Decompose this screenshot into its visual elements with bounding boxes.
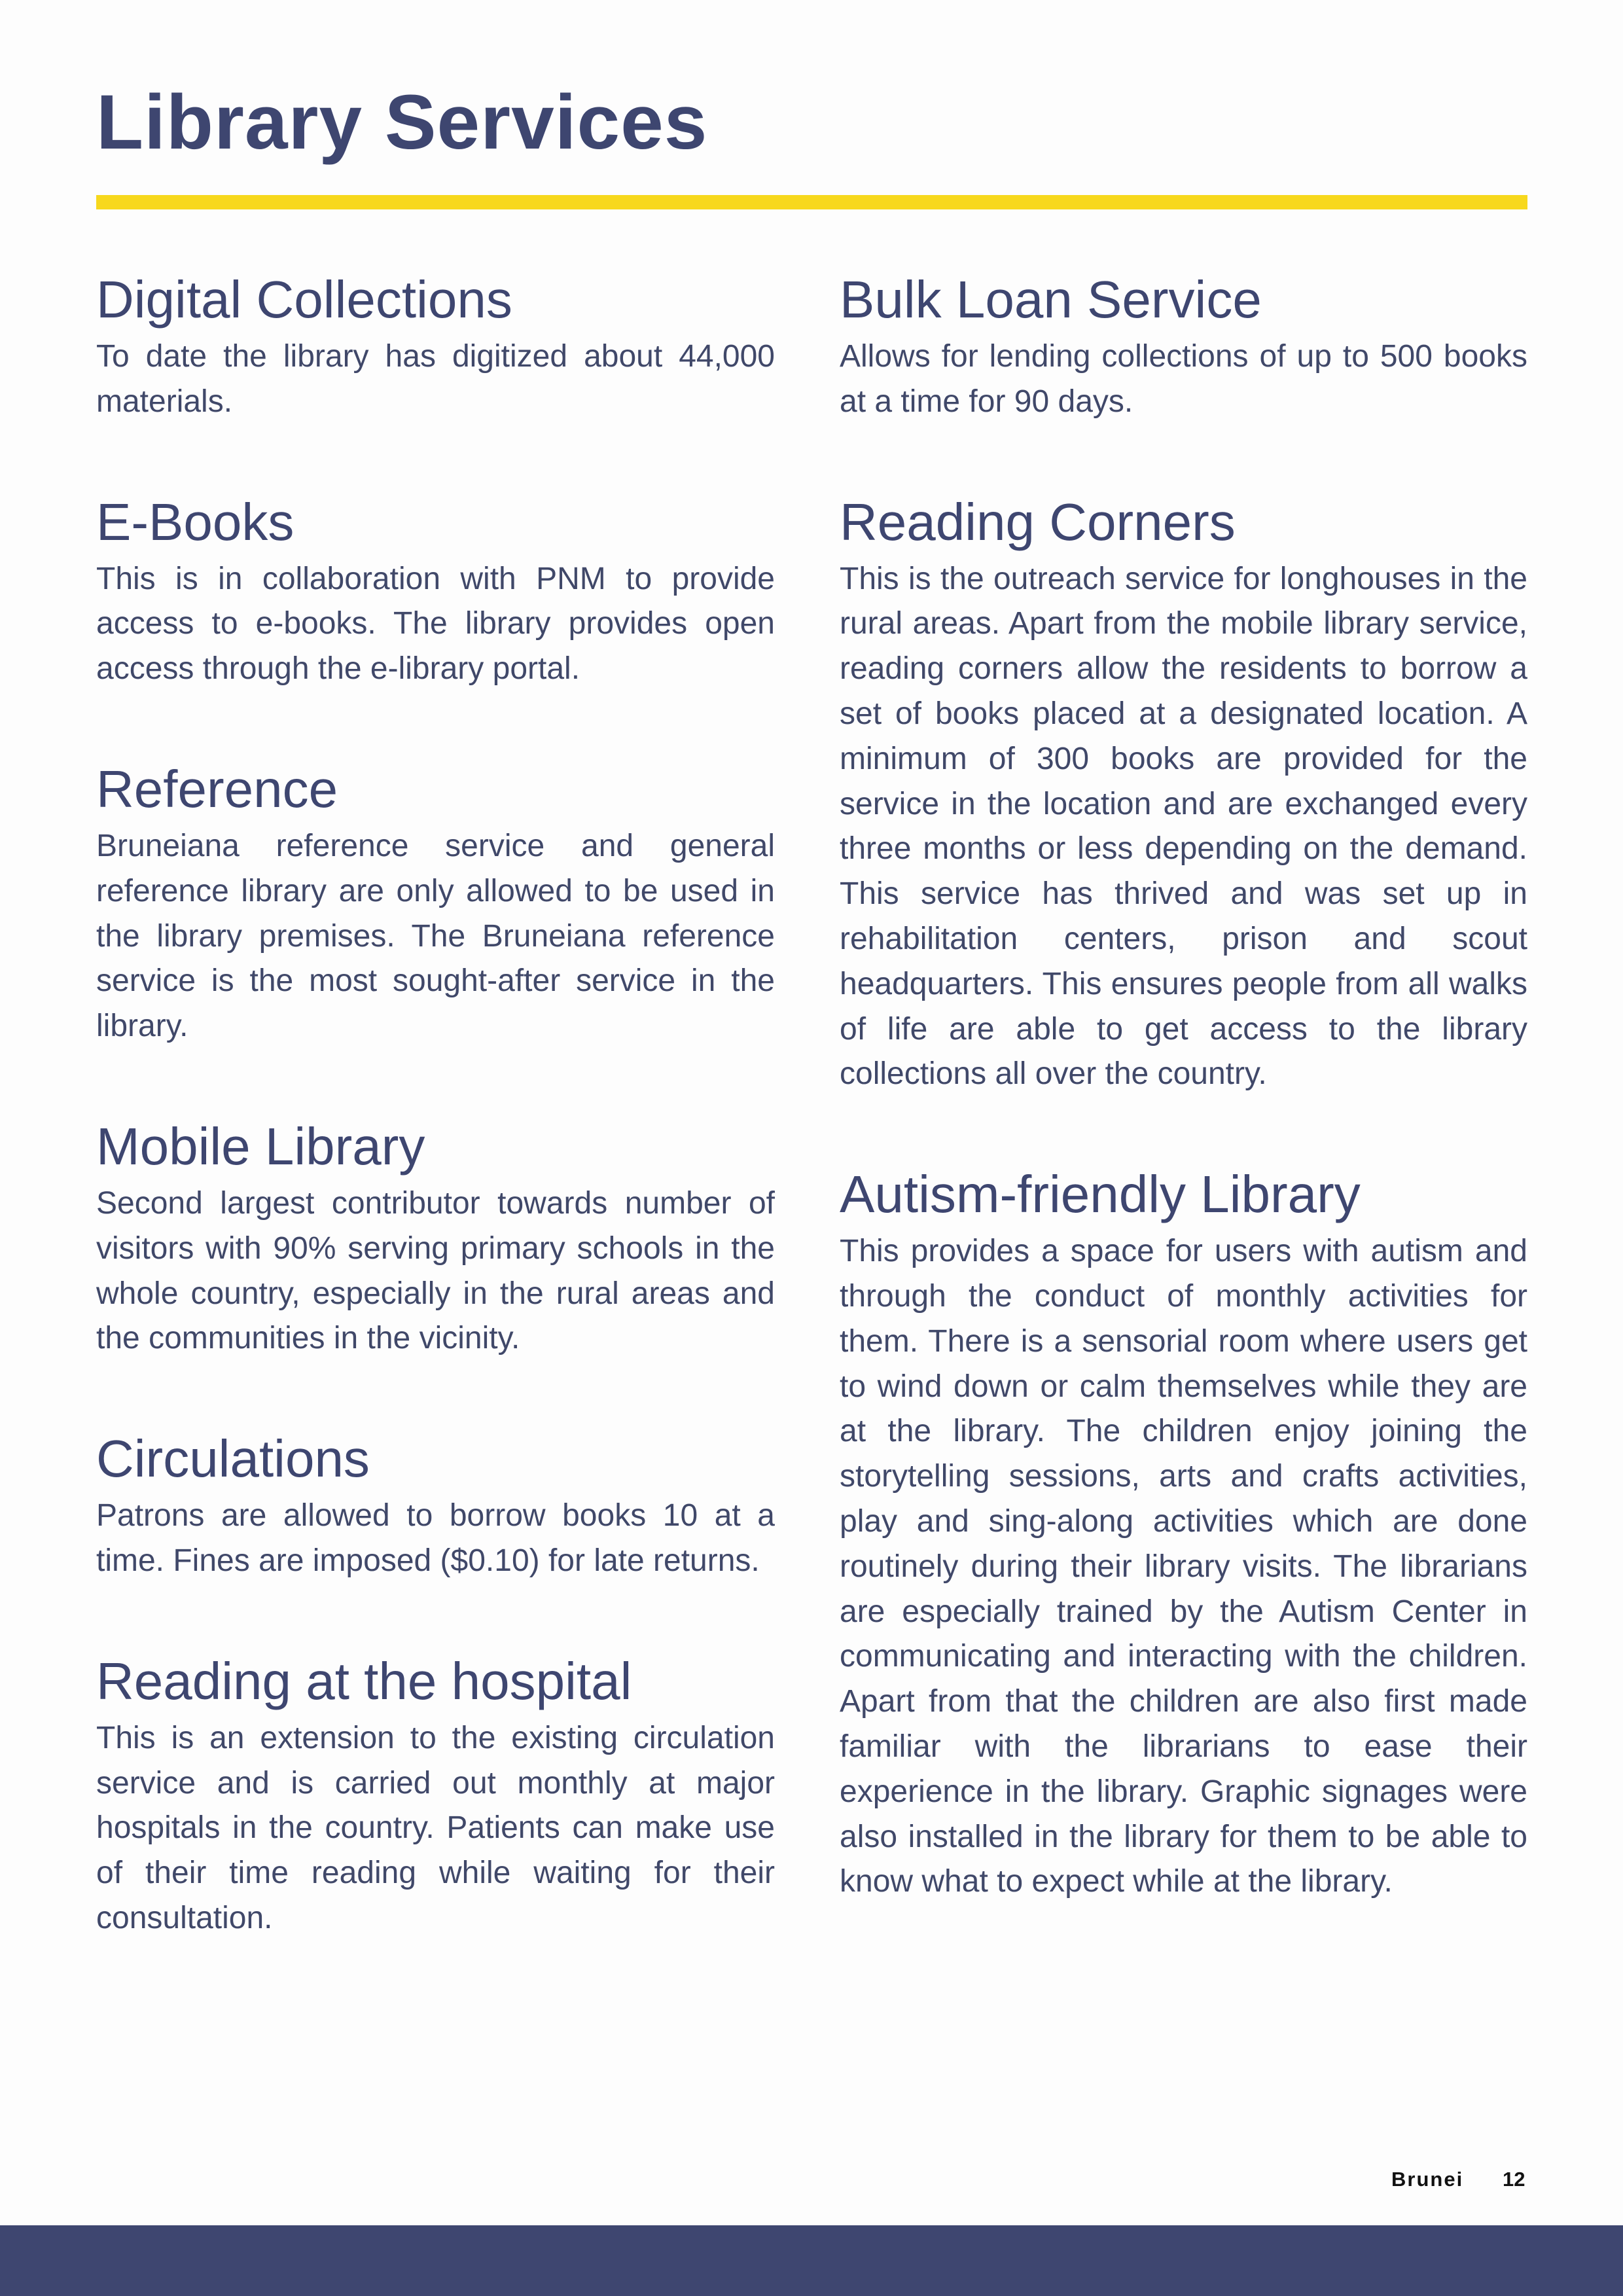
section-circulations (96, 1424, 775, 1584)
footer-bar (0, 2225, 1623, 2296)
footer-page-number: 12 (1503, 2168, 1525, 2191)
section-heading: E-Books (96, 492, 294, 551)
section-e-books (96, 488, 775, 692)
section-heading: Reading at the hospital (96, 1651, 632, 1710)
section-autism-friendly-library (840, 1160, 1527, 1905)
footer-country-label: Brunei (1391, 2168, 1464, 2191)
section-body: This is the outreach service for longhouses in the rural areas. Apart from the mobile library service, reading corners allow the residents to borrow a set of books placed at a designated location. A minimum of 300 books are provided for the service in the location and are exchanged every three months or less depending on the demand. This service has thrived and was set up in rehabilitation centers, prison and scout headquarters. This ensures people from all walks of life are able to get access to the library collections all over the country. (840, 561, 1527, 1092)
section-reference (96, 755, 775, 1049)
section-bulk-loan-service (840, 265, 1527, 425)
section-body: This is an extension to the existing circulation service and is carried out monthly at major hospitals in the country. Patients can make use of their time reading while waiting for their consultation. (96, 1720, 775, 1935)
section-body: Allows for lending collections of up to 500 books at a time for 90 days. (840, 339, 1527, 419)
section-body: Bruneiana reference service and general reference library are only allowed to be used in the library premises. The Bruneiana reference service is the most sought-after service in the library. (96, 828, 775, 1044)
section-body: This provides a space for users with autism and through the conduct of monthly activities for them. There is a sensorial room where users get to wind down or calm themselves while they are at the library. The children enjoy joining the storytelling sessions, arts and crafts activities, play and sing-along activities which are done routinely during their library visits. The librarians are especially trained by the Autism Center in communicating and interacting with the children. Apart from that the children are also first made familiar with the librarians to ease their experience in the library. Graphic signages were also installed in the library for them to be able to know what to expect while at the library. (840, 1234, 1527, 1899)
section-digital-collections (96, 265, 775, 425)
section-body: Patrons are allowed to borrow books 10 at a time. Fines are imposed ($0.10) for late returns. (96, 1498, 775, 1578)
section-mobile-library (96, 1112, 775, 1361)
title-underline (96, 195, 1527, 209)
left-column (96, 265, 775, 1941)
section-reading-at-hospital (96, 1647, 775, 1941)
section-body: To date the library has digitized about 44,000 materials. (96, 339, 775, 419)
page-title: Library Services (96, 79, 708, 166)
section-heading: Reference (96, 759, 338, 818)
right-column (840, 265, 1527, 1905)
section-heading: Bulk Loan Service (840, 270, 1262, 329)
section-heading: Autism-friendly Library (840, 1165, 1361, 1224)
section-heading: Digital Collections (96, 270, 512, 329)
section-heading: Reading Corners (840, 492, 1236, 551)
section-reading-corners (840, 488, 1527, 1098)
section-heading: Mobile Library (96, 1117, 425, 1175)
section-body: This is in collaboration with PNM to provide access to e-books. The library provides open access through the e-library portal. (96, 561, 775, 687)
section-body: Second largest contributor towards number of visitors with 90% serving primary schools in the whole country, especially in the rural areas and the communities in the vicinity. (96, 1185, 775, 1356)
section-heading: Circulations (96, 1429, 370, 1488)
